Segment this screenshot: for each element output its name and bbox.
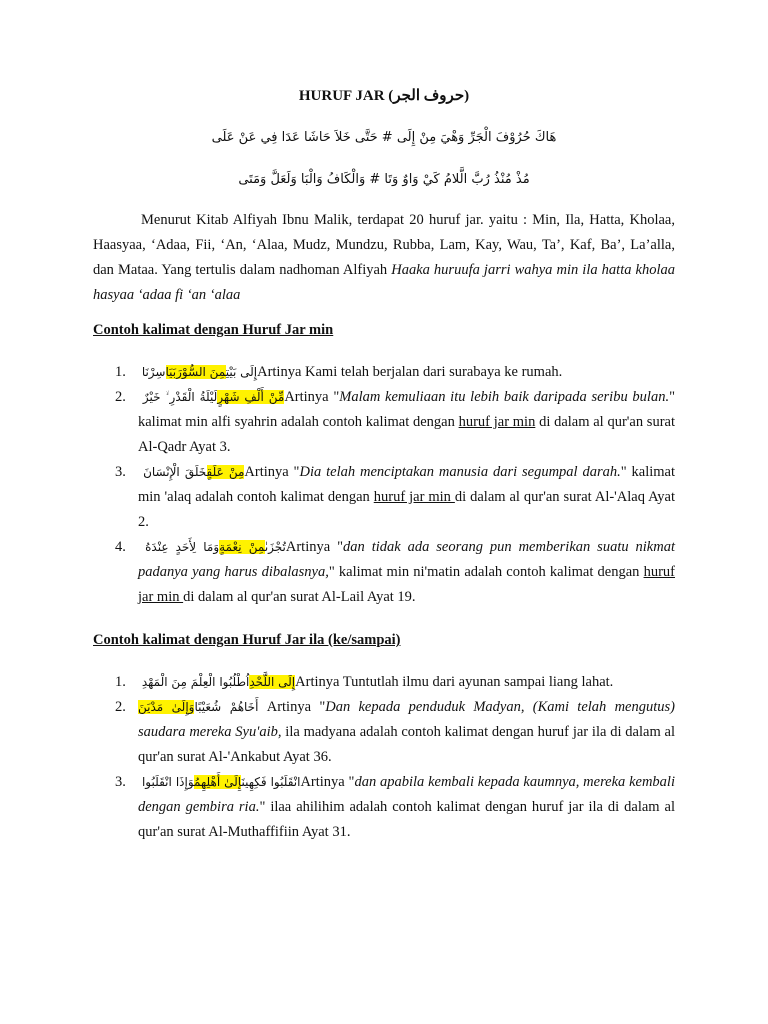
item-number: 3.: [115, 464, 126, 480]
item-number: 4.: [115, 539, 126, 555]
alfiyah-verse-line-2: مُذْ مُنْذُ رُبَّ الَّلامُ كَيْ وَاوٌ وَتَا # وَالْكَافُ وَالْبَا وَلَعَلَّ وَمَتَى: [238, 172, 530, 187]
arabic-example: إِلَى اللَّحْدِاُطْلُبُوا الْعِلْمَ مِنَ الْمَهْدِ: [138, 675, 296, 689]
list-min: [93, 360, 675, 610]
highlight-jar: مِّنْ أَلْفِ شَهْرٍ: [217, 390, 285, 404]
arabic-example: مِنْ عَلَقٍخَلَقَ الْإِنْسَانَ: [138, 465, 245, 479]
list-item: 3. انْقَلَبُوا فَكِهِينَإِلَىٰ أَهْلِهِمُوَإِذَا انْقَلَبُوا Artinya "dan apabila kembali kepada kaumnya, mereka kembali dengan gembira ria." ilaa ahilihim adalah contoh kalimat dengan huruf jar ila di dalam al qur'an surat Al-Muthaffifiin Ayat 31.: [93, 770, 675, 845]
arabic-example: مِّنْ أَلْفِ شَهْرٍلَيْلَةُ الْقَدْرِ ۙ خَيْرٌ: [138, 390, 285, 404]
arabic-example: أَخَاهُمْ شُعَيْبًاوَإِلَىٰ مَدْيَنَ: [138, 700, 259, 714]
underlined-term: huruf jar min: [138, 564, 675, 605]
item-text: Artinya Kami telah berjalan dari surabaya ke rumah.: [257, 364, 563, 380]
list-item: 2. أَخَاهُمْ شُعَيْبًاوَإِلَىٰ مَدْيَنَ Artinya "Dan kepada penduduk Madyan, (Kami telah mengutus) saudara mereka Syu'aib, ila madyana adalah contoh kalimat dengan huruf jar ila di dalam al qur'an surat Al-'Ankabut Ayat 36.: [93, 695, 675, 770]
arabic-example: انْقَلَبُوا فَكِهِينَإِلَىٰ أَهْلِهِمُوَإِذَا انْقَلَبُوا: [138, 775, 301, 789]
intro-text: Menurut Kitab Alfiyah Ibnu Malik, terdapat 20 huruf jar. yaitu : Min, Ila, Hatta, Kholaa, Haasyaa, ‘Adaa, Fii, ‘An, ‘Alaa, Mudz, Mundzu, Rubba, Lam, Kay, Wau, Ta’, Kaf, Ba’, La’alla, dan Mataa. Yang tertulis dalam nadhoman Alfiyah: [93, 212, 675, 278]
translation: Malam kemuliaan itu lebih baik daripada seribu bulan.: [339, 389, 670, 405]
arabic-example: إِلَى بَيْتِمِنَ السُّوْرَبَيَاسِرْنَا: [138, 365, 258, 379]
section-heading-ila: Contoh kalimat dengan Huruf Jar ila (ke/sampai): [93, 632, 401, 648]
item-number: 2.: [115, 389, 126, 405]
arabic-example: تُجْزَىٰمِنْ نِعْمَةٍوَمَا لِأَحَدٍ عِنْدَهُ: [138, 540, 286, 554]
highlight-jar: إِلَى اللَّحْدِ: [249, 675, 296, 689]
list-item: [93, 360, 675, 385]
item-number: 1.: [115, 674, 126, 690]
item-number: 2.: [115, 699, 126, 715]
item-text: Artinya Tuntutlah ilmu dari ayunan sampai liang lahat.: [295, 674, 614, 690]
intro-italic: Haaka huruufa jarri wahya min ila hatta kholaa hasyaa ‘adaa fi ‘an ‘alaa: [93, 262, 675, 303]
highlight-jar: مِنَ السُّوْرَبَيَا: [165, 365, 226, 379]
section-heading-min: Contoh kalimat dengan Huruf Jar min: [93, 322, 334, 338]
highlight-jar: مِنْ عَلَقٍ: [206, 465, 245, 479]
list-item: 4. تُجْزَىٰمِنْ نِعْمَةٍوَمَا لِأَحَدٍ عِنْدَهُ Artinya "dan tidak ada seorang pun memberikan suatu nikmat padanya yang harus dibalasnya," kalimat min ni'matin adalah contoh kalimat dengan huruf jar min di dalam al qur'an surat Al-Lail Ayat 19.: [93, 535, 675, 610]
translation: dan apabila kembali kepada kaumnya, mereka kembali dengan gembira ria.: [138, 774, 675, 815]
highlight-jar: وَإِلَىٰ مَدْيَنَ: [138, 700, 195, 714]
page-title: HURUF JAR (حروف الجر): [298, 88, 470, 104]
list-item: [93, 670, 675, 695]
alfiyah-verse-line-1: هَاكَ حُرُوْفَ الْجَرِّ وَهْيَ مِنْ إِلَى # حَتَّى خَلاَ حَاشَا عَدَا فِي عَنْ عَلَى: [211, 130, 557, 145]
intro-paragraph: [93, 208, 675, 308]
list-item: 3. مِنْ عَلَقٍخَلَقَ الْإِنْسَانَ Artinya "Dia telah menciptakan manusia dari segumpal darah." kalimat min 'alaq adalah contoh kalimat dengan huruf jar min di dalam al qur'an surat Al-'Alaq Ayat 2.: [93, 460, 675, 535]
highlight-jar: إِلَىٰ أَهْلِهِمُ: [194, 775, 242, 789]
list-ila: [93, 670, 675, 845]
list-item: 2. مِّنْ أَلْفِ شَهْرٍلَيْلَةُ الْقَدْرِ ۙ خَيْرٌ Artinya "Malam kemuliaan itu lebih baik daripada seribu bulan." kalimat min alfi syahrin adalah contoh kalimat dengan huruf jar min di dalam al qur'an surat Al-Qadr Ayat 3.: [93, 385, 675, 460]
translation: Dan kepada penduduk Madyan, (Kami telah mengutus) saudara mereka Syu'aib,: [138, 699, 675, 740]
item-number: 3.: [115, 774, 126, 790]
highlight-jar: مِنْ نِعْمَةٍ: [219, 540, 265, 554]
item-number: 1.: [115, 364, 126, 380]
underlined-term: huruf jar min: [373, 489, 455, 505]
underlined-term: huruf jar min: [458, 414, 536, 430]
translation: dan tidak ada seorang pun memberikan suatu nikmat padanya yang harus dibalasnya,: [138, 539, 675, 580]
translation: Dia telah menciptakan manusia dari segumpal darah.: [299, 464, 621, 480]
